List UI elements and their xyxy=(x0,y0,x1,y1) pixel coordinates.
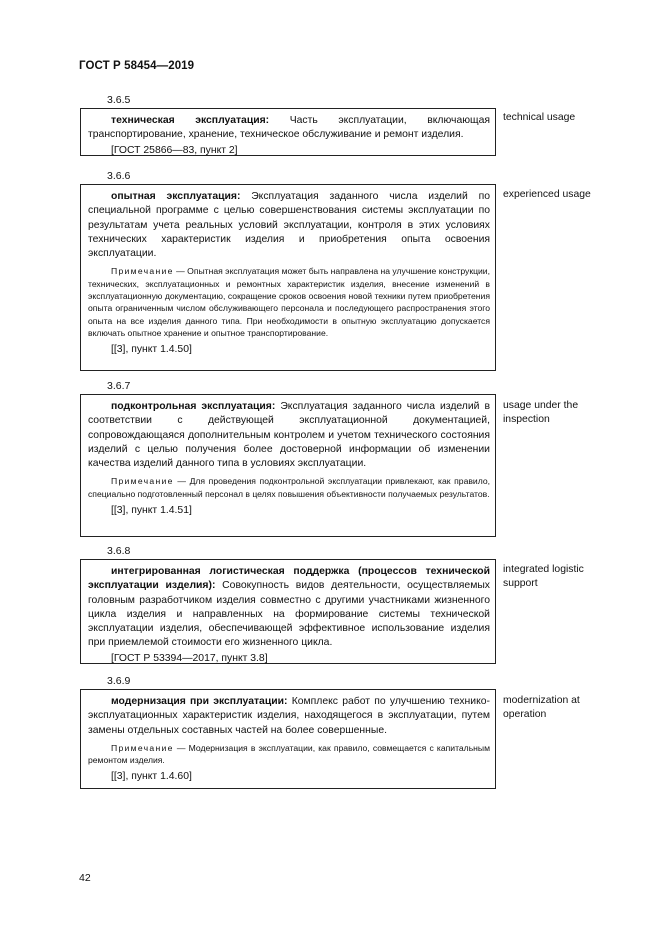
term-source: [[3], пункт 1.4.60] xyxy=(111,771,192,783)
term-name: интегрированная логистическая поддержка (процессов технической эксплуатации изделия): xyxy=(88,566,490,592)
term-english: experienced usage xyxy=(503,189,591,200)
note-text: — Опытная эксплуатация может быть направлена на улучшение конструкции, технических, эксплуатационных и ремонтных характеристик изделия, внесение изменений в эксплуатационную документацию, сокращение сроков освоения новой техники путем приобретения опыта ограниченным числом обслуживающего персонала и последующего распространения этого опыта на все изделия данного типа. При необходимости в опытную эксплуатацию допускается включать опытное хранение и опытное транспортирование. xyxy=(88,266,490,338)
term-number: 3.6.7 xyxy=(107,380,131,392)
note-text: — Для проведения подконтрольной эксплуатации привлекают, как правило, специально подготовленный персонал в целях повышения объективности получаемых результатов. xyxy=(88,476,491,499)
definition-text: Совокупность видов деятельности, осуществляемых головным разработчиком изделия совместно с другими участниками жизненного цикла изделия и направленных на формирование системы технической эксплуатации изделия, обеспечивающей эффективное использование изделия при приемлемой стоимости его жизненного цикла. xyxy=(88,580,490,649)
term-number: 3.6.5 xyxy=(107,94,131,106)
term-number: 3.6.9 xyxy=(107,675,131,687)
term-name: модернизация при эксплуатации: xyxy=(111,696,288,707)
term-note xyxy=(88,475,490,500)
term-source: [ГОСТ 25866—83, пункт 2] xyxy=(111,144,238,156)
term-note xyxy=(88,742,490,767)
term-definition xyxy=(88,695,490,738)
definition-text: Комплекс работ по улучшению технико-эксплуатационных характеристик изделия, находящегося в эксплуатации, путем замены отдельных составных частей на более совершенные. xyxy=(88,696,490,736)
term-english: usage under the inspection xyxy=(503,400,579,425)
term-definition xyxy=(88,114,490,143)
definition-text: Часть эксплуатации, включающая транспортирование, хранение, техническое обслуживание и ремонт изделия. xyxy=(88,115,490,141)
term-source: [[3], пункт 1.4.50] xyxy=(111,344,192,356)
term-english: integrated logistic support xyxy=(503,564,584,589)
term-box xyxy=(80,559,496,664)
note-label: Примечание xyxy=(111,266,174,277)
term-english: technical usage xyxy=(503,112,576,123)
term-box xyxy=(80,108,496,156)
note-label: Примечание xyxy=(111,742,174,753)
term-name: подконтрольная эксплуатация: xyxy=(111,401,276,412)
term-note xyxy=(88,265,490,339)
definition-text: Эксплуатация заданного числа изделий в соответствии с действующей эксплуатационной документацией, сопровождающаяся дополнительным контролем и учетом технического состояния изделий с целью получения более достоверной информации об изменении качества изделий данного типа в условиях эксплуатации. xyxy=(88,401,490,470)
page-header: ГОСТ Р 58454—2019 xyxy=(79,60,195,72)
term-definition xyxy=(88,400,490,471)
page-number: 42 xyxy=(79,872,91,884)
term-number: 3.6.6 xyxy=(107,170,131,182)
term-name: опытная эксплуатация: xyxy=(111,191,241,202)
term-box xyxy=(80,689,496,789)
term-source: [[3], пункт 1.4.51] xyxy=(111,505,192,517)
term-name: техническая эксплуатация: xyxy=(111,115,270,126)
term-box xyxy=(80,394,496,537)
term-english: modernization at operation xyxy=(503,695,580,720)
definition-text: Эксплуатация заданного числа изделий по специальной программе с целью совершенствования системы эксплуатации по результатам учета реальных условий эксплуатации, контроля в этих условиях технических характеристик изделия и приобретения опыта освоения эксплуатации. xyxy=(88,191,490,260)
term-source: [ГОСТ Р 53394—2017, пункт 3.8] xyxy=(111,652,268,664)
term-number: 3.6.8 xyxy=(107,545,131,557)
note-text: — Модернизация в эксплуатации, как правило, совмещается с капитальным ремонтом изделия. xyxy=(88,742,491,766)
term-definition xyxy=(88,190,490,261)
term-definition xyxy=(88,565,490,651)
note-label: Примечание xyxy=(111,476,174,487)
term-box xyxy=(80,184,496,371)
